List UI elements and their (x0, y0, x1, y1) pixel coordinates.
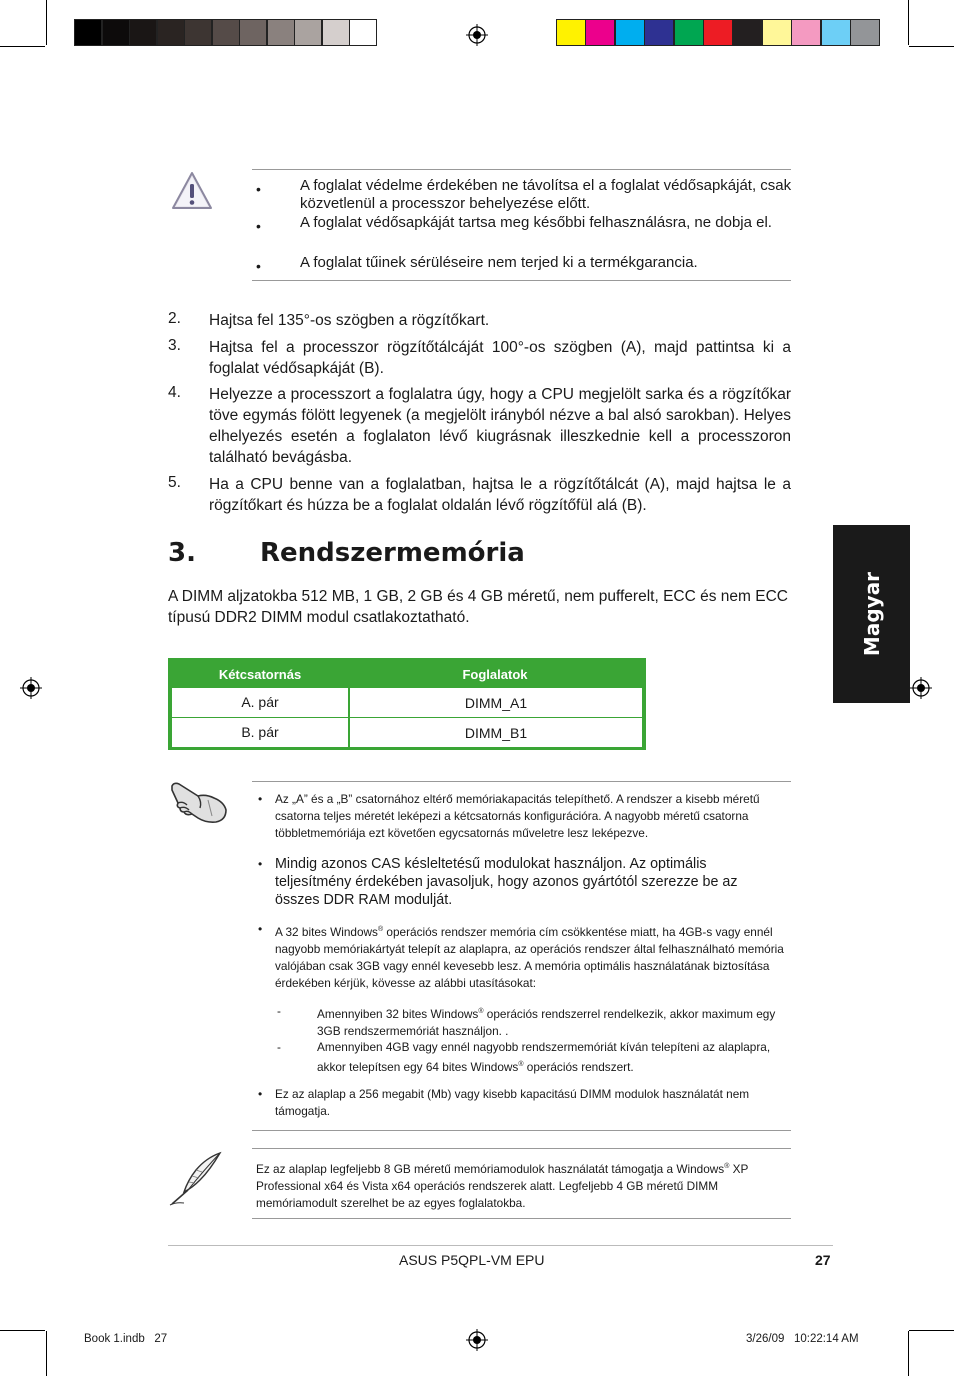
notes-top-rule (252, 781, 791, 782)
step-text: Helyezze a processzort a foglalatra úgy, hogy a CPU megjelölt sarka és a rögzítőkar töve egymás fölött legyenek (a megjelölt irányból nézve a bal alsó sarokban). Helyes elhelyezés esetén a foglalaton lévő kiugrásnak illeszkednie kell a processzoron található bevágásba. (209, 386, 791, 466)
footer-rule (168, 1245, 833, 1246)
dash: - (277, 1040, 281, 1054)
caution-item: A foglalat védelme érdekében ne távolítsa el a foglalat védősapkáját, csak közvetlenül a processzor behelyezése előtt. (300, 177, 792, 212)
caution-item: A foglalat tűinek sérüléseire nem terjed ki a termékgarancia. (300, 254, 698, 271)
pointing-hand-icon (168, 780, 230, 826)
note-item: Ez az alaplap a 256 megabit (Mb) vagy kisebb kapacitású DIMM modulok használatát nem támogatja. (275, 1087, 750, 1118)
gray-swatch (349, 19, 377, 46)
gray-swatch (294, 19, 322, 46)
step-number: 3. (168, 337, 181, 354)
gray-swatch (267, 19, 295, 46)
final-note-bottom-rule (252, 1218, 791, 1219)
color-swatch (762, 19, 792, 46)
slug-file: Book 1.indb 27 (84, 1333, 168, 1345)
caution-top-rule (252, 169, 791, 170)
bullet: • (258, 792, 263, 806)
intro-paragraph: A DIMM aljzatokba 512 MB, 1 GB, 2 GB és 4 GB méretű, nem pufferelt, ECC és nem ECC típusú DDR2 DIMM modul csatlakoztatható. (168, 588, 788, 626)
section-number: 3. (168, 538, 196, 568)
step-text: Hajtsa fel 135°-os szögben a rögzítőkart. (209, 312, 490, 329)
registration-target-icon (466, 24, 488, 46)
bullet: • (258, 1087, 263, 1101)
note-item: Mindig azonos CAS késleltetésű modulokat használjon. Az optimális teljesítmény érdekében javasoljuk, hogy azonos gyártótól szerezze be az összes DDR RAM modulját. (275, 856, 738, 908)
warning-triangle-icon (170, 170, 214, 212)
color-swatch (850, 19, 880, 46)
gray-swatch (157, 19, 185, 46)
step-number: 2. (168, 310, 181, 327)
side-tab-label: Magyar (859, 571, 884, 657)
memory-table (168, 658, 646, 750)
notes-bottom-rule (252, 1130, 791, 1131)
gray-swatch (212, 19, 240, 46)
color-swatch (791, 19, 821, 46)
final-note-text: Ez az alaplap legfeljebb 8 GB méretű memóriamodulok használatát támogatja a Windows® XP Professional x64 és Vista x64 operációs rendszerek alatt. Legfeljebb 4 GB méretű DIMM memóriamodult szerelhet be az egyes foglalatokba. (256, 1161, 749, 1210)
gray-swatch (129, 19, 157, 46)
note-item: A 32 bites Windows® operációs rendszer memória cím csökkentése miatt, ha 4GB-s vagy ennél nagyobb memóriakártyát telepít az alaplapra, az operációs rendszer által felhasználható memória valójában csak 3GB vagy ennél kevesebb lesz. A memória optimális használatának biztosítása érdekében kérjük, kövesse az alábbi utasításokat: (275, 924, 784, 990)
gray-swatch (322, 19, 350, 46)
table-header: Foglalatok (462, 667, 528, 682)
footer-product: ASUS P5QPL-VM EPU (399, 1252, 545, 1268)
step-text: Ha a CPU benne van a foglalatban, hajtsa le a rögzítőtálcát (A), majd hajtsa le a rögzítőkart és húzza be a foglalat oldalán lévő rögzítőfül alá (B). (209, 476, 791, 514)
color-swatch (615, 19, 645, 46)
step-text: Hajtsa fel a processzor rögzítőtálcáját 100°-os szögben (A), majd pattintsa ki a foglalat védősapkáját (B). (209, 339, 791, 377)
color-swatch (732, 19, 762, 46)
bullet: • (258, 857, 263, 871)
caution-item: A foglalat védősapkáját tartsa meg későbbi felhasználásra, ne dobja el. (300, 214, 772, 231)
color-swatch (703, 19, 733, 46)
table-cell: DIMM_B1 (464, 724, 528, 741)
slug-date: 3/26/09 10:22:14 AM (746, 1333, 859, 1345)
note-subitem: Amennyiben 32 bites Windows® operációs rendszerrel rendelkezik, akkor maximum egy 3GB rendszermemóriát használjon. . (317, 1006, 776, 1038)
caution-bottom-rule (252, 280, 791, 281)
color-swatch (585, 19, 615, 46)
bullet: • (258, 922, 263, 936)
color-swatch (644, 19, 674, 46)
gray-swatch (102, 19, 130, 46)
step-number: 4. (168, 384, 181, 401)
page-number: 27 (815, 1252, 831, 1268)
language-side-tab (833, 525, 910, 703)
gray-swatch (74, 19, 102, 46)
gray-swatch (184, 19, 212, 46)
table-row (172, 688, 642, 718)
table-row (172, 718, 642, 747)
table-header: Kétcsatornás (218, 667, 302, 682)
section-heading (168, 538, 525, 568)
dash: - (277, 1004, 281, 1018)
gray-swatch (239, 19, 267, 46)
table-cell: DIMM_A1 (464, 694, 528, 711)
section-title: Rendszermemória (260, 538, 525, 568)
step-number: 5. (168, 474, 181, 491)
table-cell: A. pár (172, 688, 350, 717)
quill-pen-icon (166, 1150, 226, 1208)
registration-target-icon (466, 1329, 488, 1351)
registration-target-icon (910, 677, 932, 699)
color-swatch (821, 19, 851, 46)
note-item: Az „A” és a „B” csatornához eltérő memóriakapacitás telepíthető. A rendszer a kisebb méretű csatorna teljes méretét leképezi a kétcsatornás konfigurációra. A nagyobb méretű csatorna többletmemóriája ezt követően egycsatornás műveletre lesz leképezve. (275, 792, 760, 840)
table-cell: B. pár (172, 718, 350, 747)
registration-target-icon (20, 677, 42, 699)
final-note-top-rule (252, 1148, 791, 1149)
note-subitem: Amennyiben 4GB vagy ennél nagyobb rendszermemóriát kíván telepíteni az alaplapra, akkor telepítsen egy 64 bites Windows® operációs rendszert. (317, 1040, 771, 1074)
color-swatch (674, 19, 704, 46)
color-swatch (556, 19, 586, 46)
